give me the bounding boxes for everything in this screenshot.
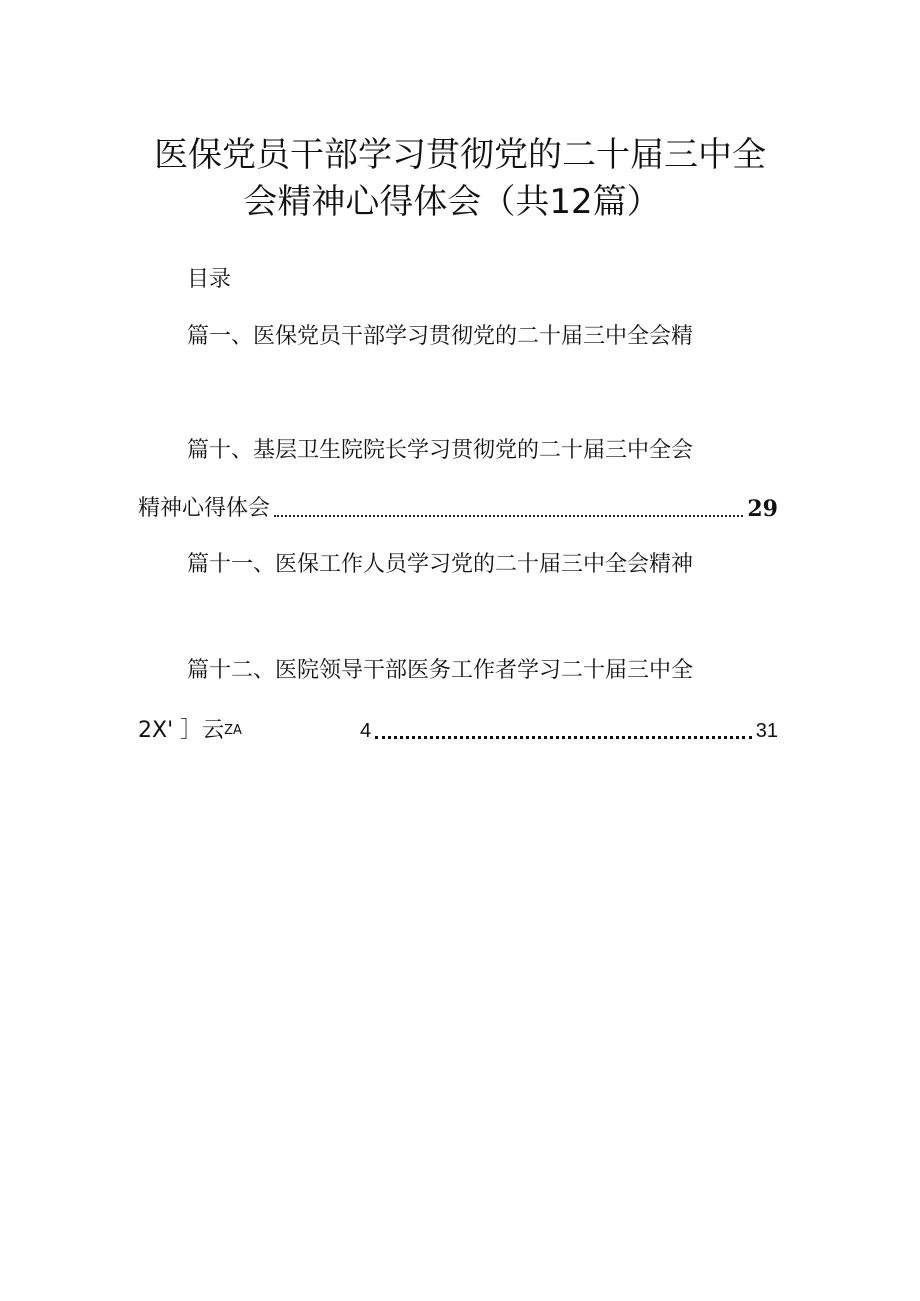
toc-entry-text: 精神心得体会 (138, 496, 271, 521)
toc-entry-11[interactable]: 篇十一、医保工作人员学习党的二十届三中全会精神 (187, 552, 694, 577)
toc-entry-12[interactable]: 篇十二、医院领导干部医务工作者学习二十届三中全 (187, 658, 694, 683)
toc-page-number: 31 (755, 720, 778, 742)
toc-page-number: 29 (747, 496, 778, 522)
toc-leader-dots (375, 736, 752, 739)
toc-leader-dots (274, 515, 743, 517)
toc-entry-10[interactable]: 篇十、基层卫生院院长学习贯彻党的二十届三中全会 (187, 438, 694, 463)
toc-entry-text-small: ZA (224, 723, 242, 738)
toc-entry-12-continuation[interactable] (138, 717, 778, 745)
toc-entry-1[interactable]: 篇一、医保党员干部学习贯彻党的二十届三中全会精 (187, 324, 694, 349)
document-title-line-2: 会精神心得体会（共12篇） (243, 182, 661, 222)
document-title-line-1: 医保党员干部学习贯彻党的二十届三中全 (154, 135, 766, 175)
toc-lead-digit: 4 (359, 720, 372, 742)
toc-entry-text: 2X' ］云 (138, 718, 225, 743)
toc-entry-10-continuation[interactable] (138, 495, 778, 523)
toc-heading: 目录 (187, 267, 232, 292)
